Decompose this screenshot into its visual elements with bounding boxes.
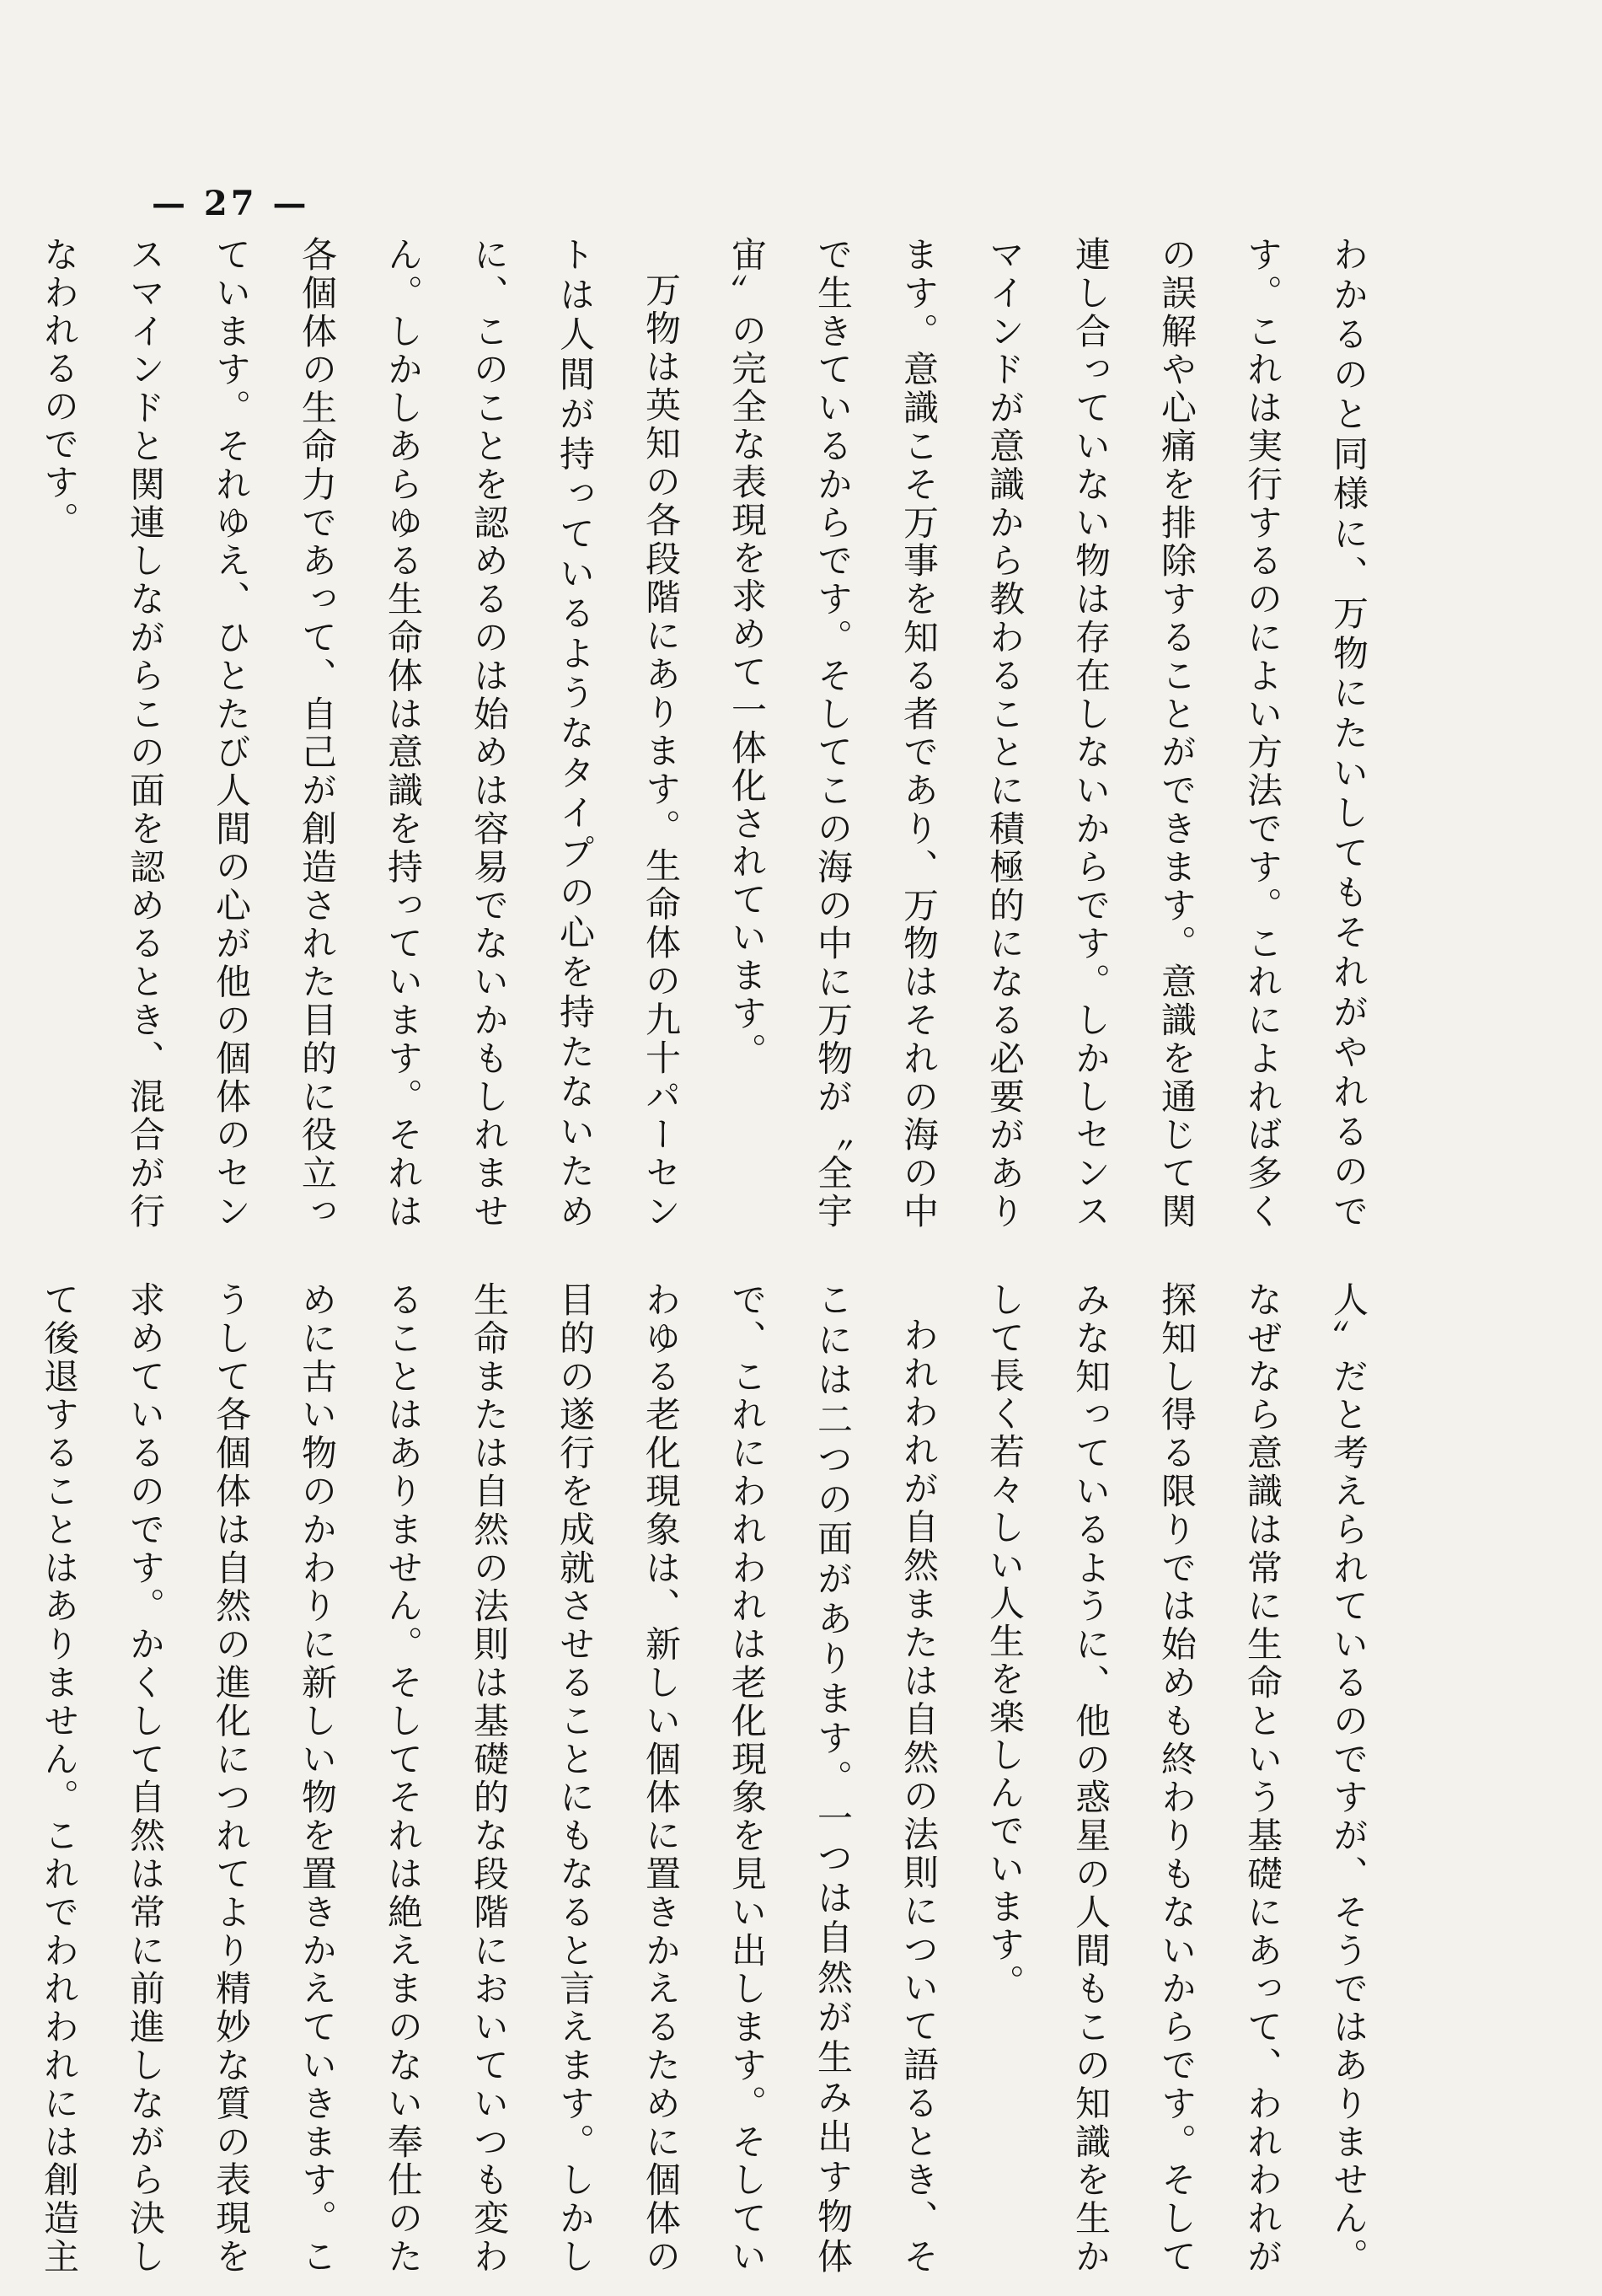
paragraph: わかるのと同様に、万物にたいしてもそれがやれるのです。これは実行するのによい方法です。これによれば多くの誤解や心痛を排除することができます。意識を通じて関連し合っていない物は存在しないからです。しかしセンスマインドが意識から教わることに積極的になる必要があります。意識こそ万事を知る者であり、万物はそれの海の中で生きているからです。そしてこの海の中に万物が〝全宇宙〟の完全な表現を求めて一体化されています。 [726,236,1369,1231]
paragraph [0,236,16,1231]
page-number: — 27 — [152,184,310,223]
lower-text-block [39,1281,1391,2277]
paragraph: われわれが自然または自然の法則について語るとき、そこには二つの面があります。一つは自然が生み出す物体で、これにわれわれは老化現象を見い出します。そしていわゆる老化現象は、新しい個体に置きかえるために個体の目的の遂行を成就させることにもなると言えます。しかし生命または自然の法則は基礎的な段階においていつも変わることはありません。そしてそれは絶えまのない奉仕のために古い物のかわりに新しい物を置きかえていきます。こうして各個体は自然の進化につれてより精妙な質の表現を求めているのです。かくして自然は常に前進しながら決して後退することはありません。これでわれわれには創造主 [39,1281,940,2277]
upper-text-block [39,236,1391,1231]
paragraph: 万物は英知の各段階にあります。生命体の九十パーセントは人間が持っているようなタイプの心を持たないために、このことを認めるのは始めは容易でないかもしれません。しかしあらゆる生命体は意識を持っています。それは各個体の生命力であって、自己が創造された目的に役立っています。それゆえ、ひとたび人間の心が他の個体のセンスマインドと関連しながらこの面を認めるとき、混合が行なわれるのです。 [39,236,682,1231]
paragraph: 人〟だと考えられているのですが、そうではありません。なぜなら意識は常に生命という基礎にあって、われわれが探知し得る限りでは始めも終わりもないからです。そしてみな知っているように、他の惑星の人間もこの知識を生かして長く若々しい人生を楽しんでいます。 [984,1281,1369,2277]
